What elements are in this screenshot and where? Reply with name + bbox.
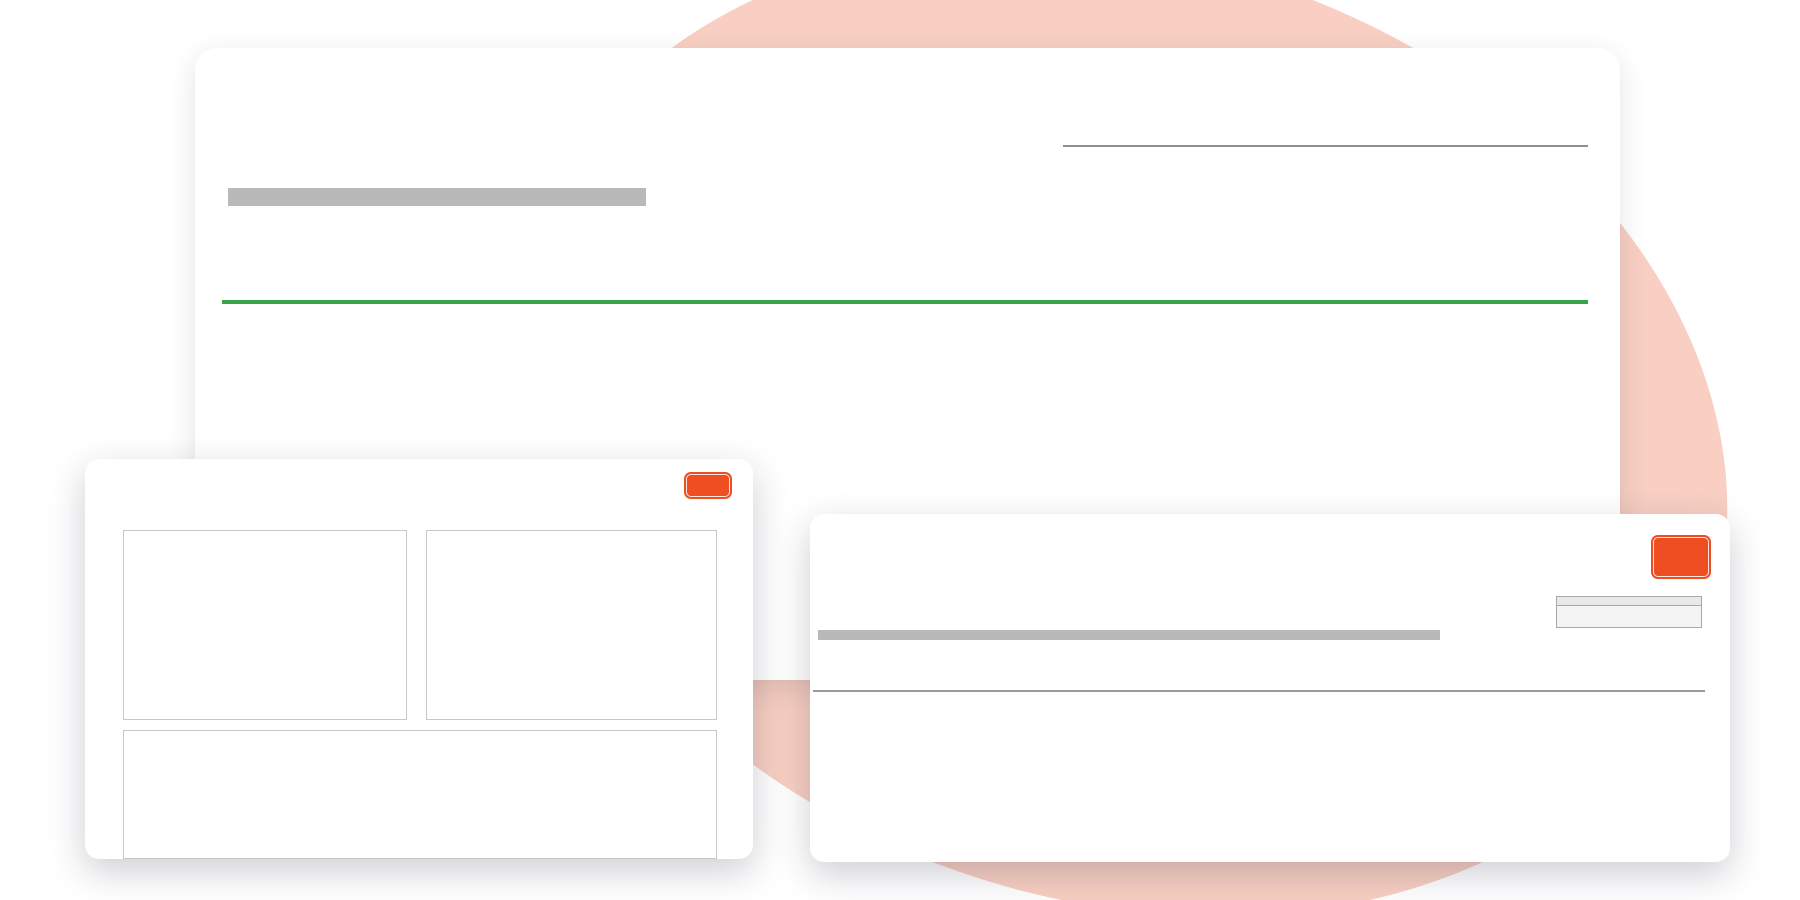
expenses-to-date-box <box>1556 596 1702 628</box>
budget-summary-charts-panel <box>85 459 753 859</box>
buildbook-badge <box>684 472 732 499</box>
expenses-to-date-value <box>1557 606 1701 627</box>
pie-chart-actuals <box>426 530 717 720</box>
pie-chart-estimated <box>123 530 407 720</box>
expense-log-table <box>813 690 1705 692</box>
expense-log-sheet <box>810 514 1730 862</box>
project-running-totals-table <box>1063 145 1588 147</box>
powered-by <box>1648 530 1714 579</box>
buildbook-badge <box>1651 535 1711 579</box>
budget-vs-actuals-table <box>222 300 1588 304</box>
pro-tip-budget <box>228 188 646 206</box>
powered-by <box>669 469 747 499</box>
expenses-to-date-label <box>1557 597 1701 606</box>
bar-chart-budget-vs-actuals <box>123 730 717 859</box>
pro-tip-expense <box>818 630 1440 640</box>
